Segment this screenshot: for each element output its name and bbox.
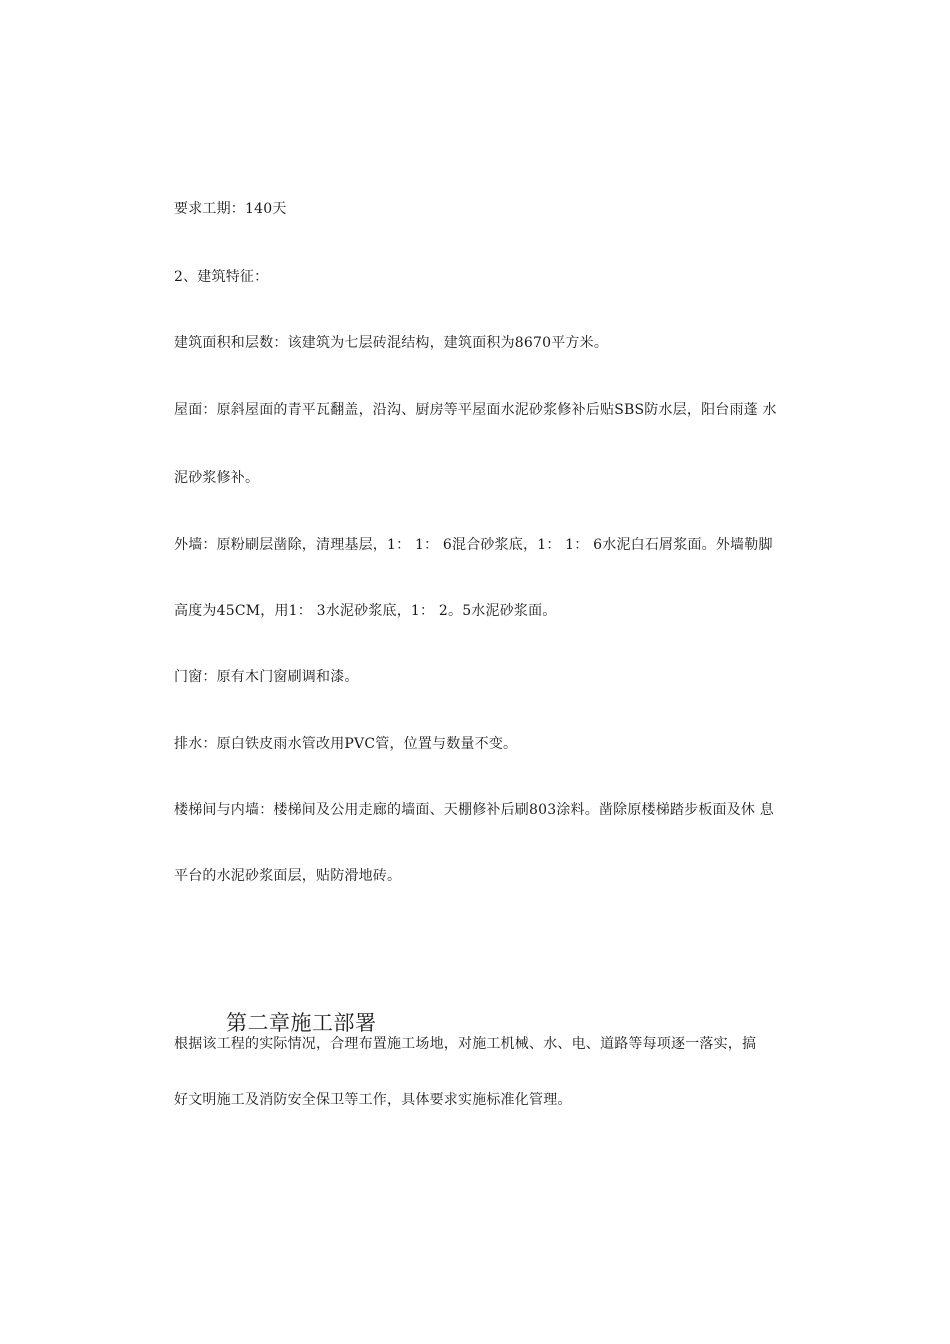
drainage-text: 排水：原白铁皮雨水管改用PVC管，位置与数量不变。 [174, 736, 518, 752]
stair-text-line1: 楼梯间与内墙：楼梯间及公用走廊的墙面、天棚修补后刷803涂料。凿除原楼梯踏步板面及休 息 [174, 802, 774, 818]
roof-text-line1: 屋面：原斜屋面的青平瓦翻盖，沿沟、厨房等平屋面水泥砂浆修补后贴SBS防水层，阳台雨蓬 水 [174, 402, 777, 418]
duration-text: 要求工期：140天 [174, 201, 287, 217]
area-floors-text: 建筑面积和层数：该建筑为七层砖混结构，建筑面积为8670平方米。 [174, 335, 609, 351]
chapter-para-line1: 根据该工程的实际情况，合理布置施工场地，对施工机械、水、电、道路等每项逐一落实，搞 [174, 1036, 757, 1052]
features-heading: 2、建筑特征： [174, 269, 269, 285]
wall-text-line2: 高度为45CM，用1： 3水泥砂浆底，1： 2。5水泥砂浆面。 [174, 603, 557, 619]
doors-windows-text: 门窗：原有木门窗刷调和漆。 [174, 669, 359, 685]
stair-text-line2: 平台的水泥砂浆面层，贴防滑地砖。 [174, 868, 402, 884]
chapter-para-line2: 好文明施工及消防安全保卫等工作，具体要求实施标准化管理。 [174, 1092, 572, 1108]
wall-text-line1: 外墙：原粉刷层凿除，清理基层，1： 1： 6混合砂浆底，1： 1： 6水泥白石屑浆面。外墙勒脚 [174, 537, 773, 553]
roof-text-line2: 泥砂浆修补。 [174, 470, 260, 486]
chapter-title: 第二章施工部署 [226, 1011, 377, 1035]
